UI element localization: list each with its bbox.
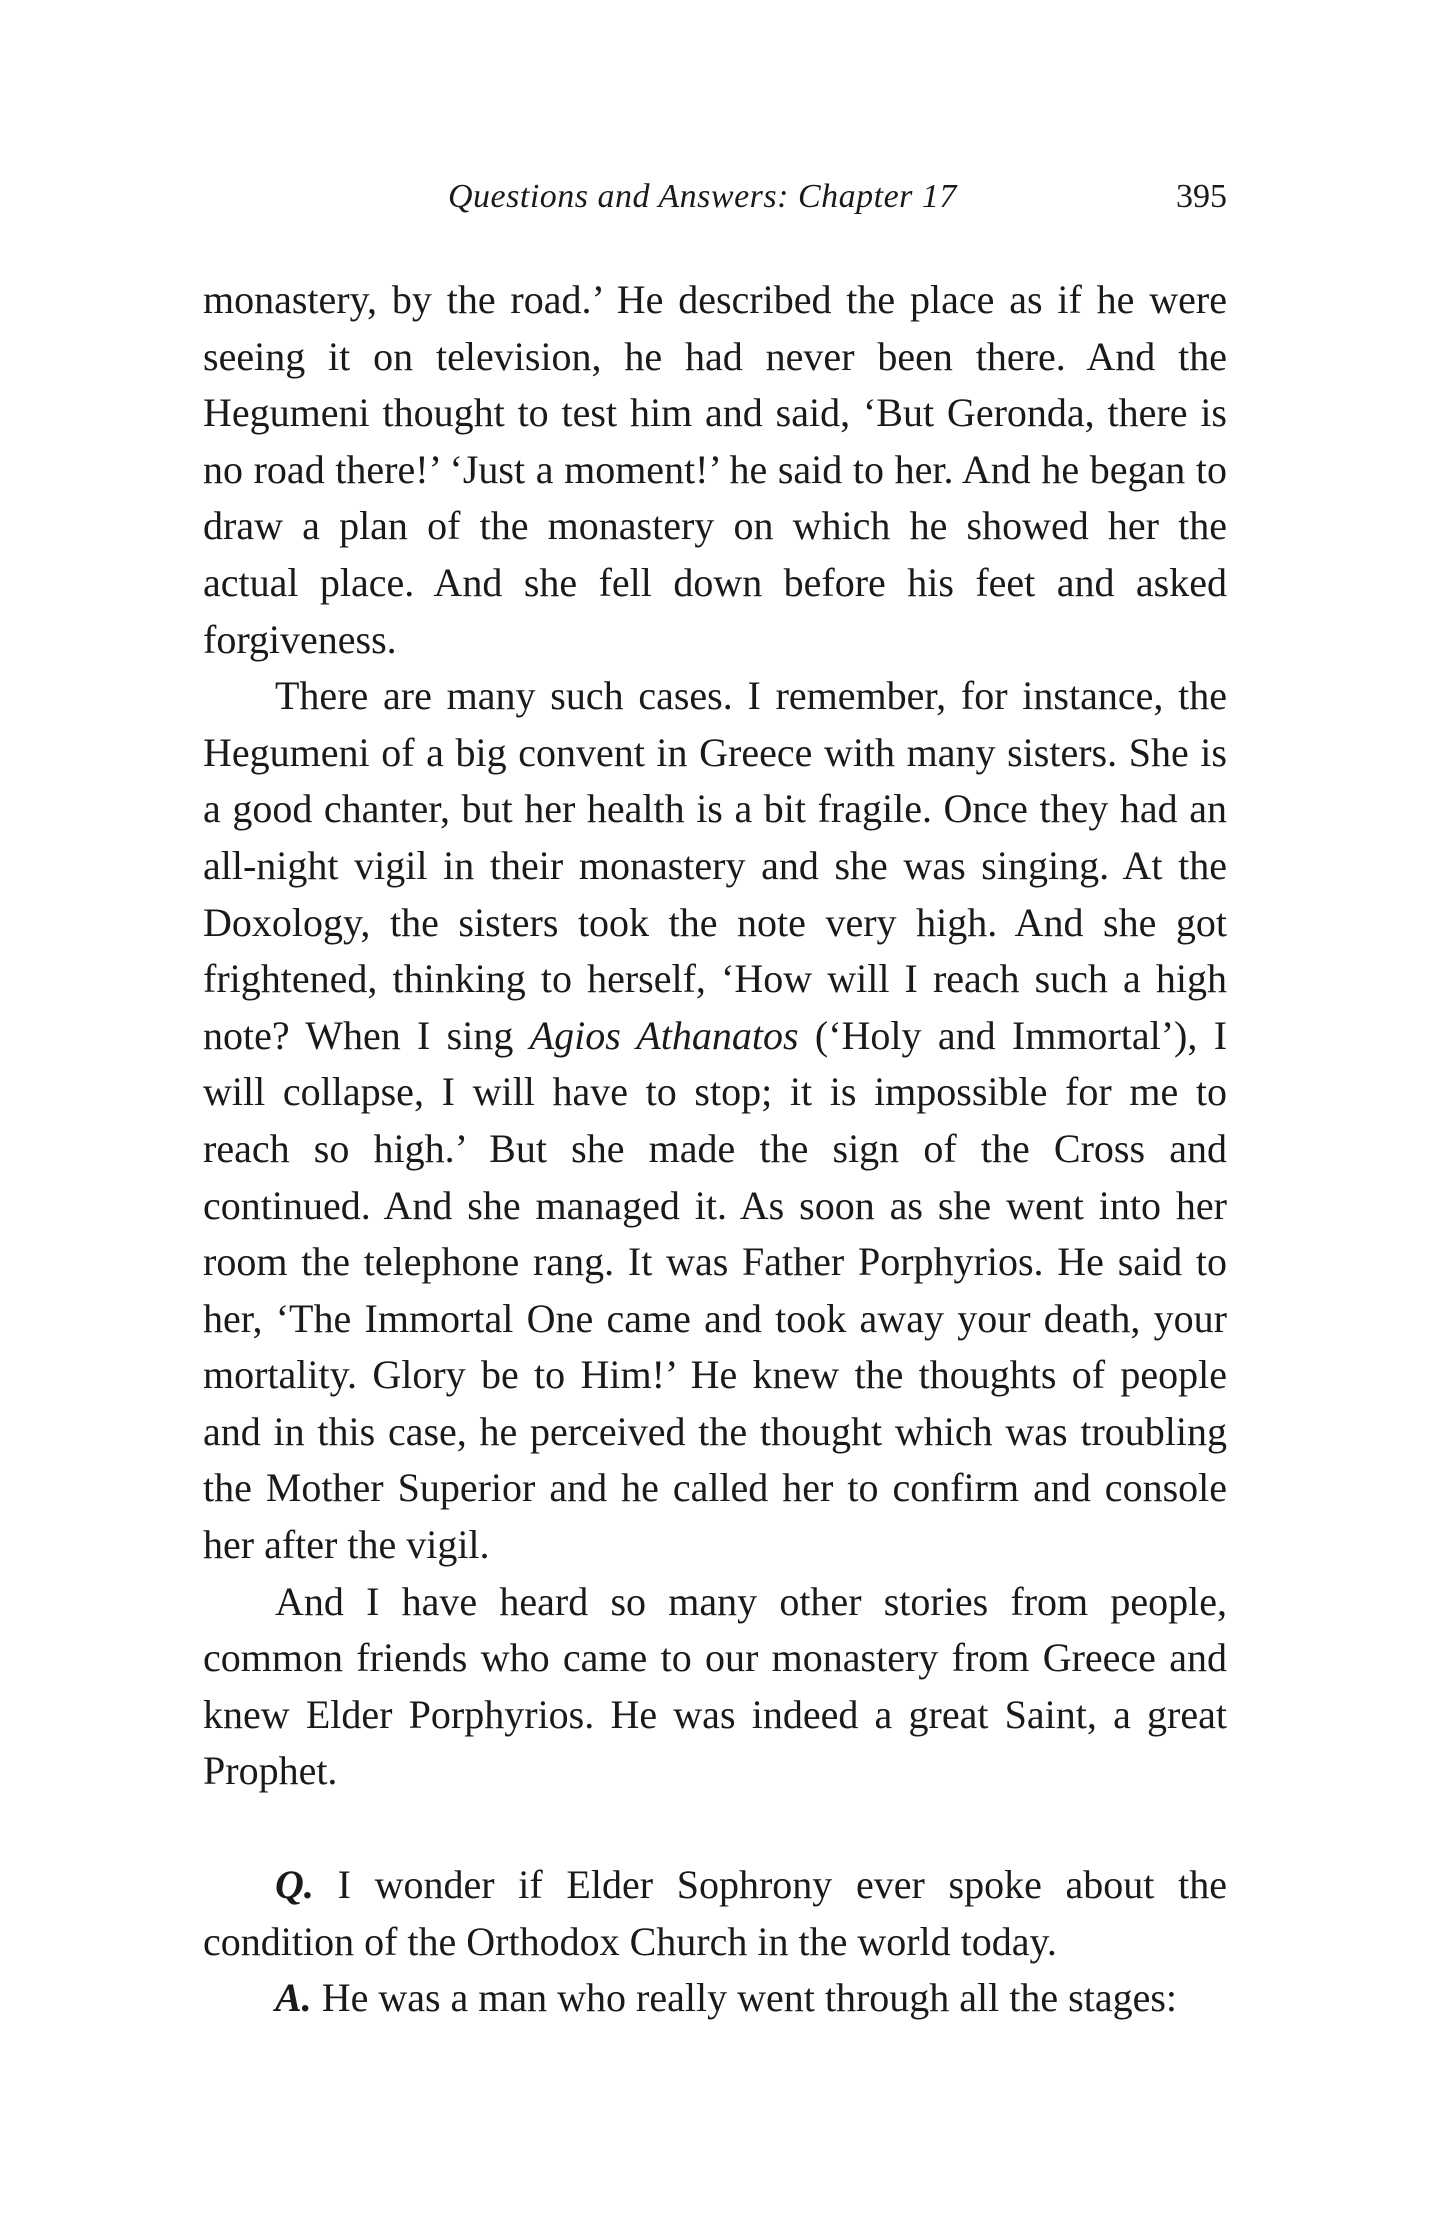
italic-phrase: Agios Athanatos (529, 1012, 799, 1058)
body-text (203, 272, 1227, 2027)
answer-paragraph (203, 1970, 1227, 2027)
running-title: Questions and Answers: Chapter 17 (448, 178, 957, 215)
paragraph-text-part: (‘Holy and Immortal’), I will collapse, I will have to stop; it is impossible for me to reach so high.’ But she made the sign of the Cross and continued. And she managed it. As soon as she went into her room the telephone rang. It was Father Porphyrios. He said to her, ‘The Immortal One came and took away your death, your mortality. Glory be to Him!’ He knew the thoughts of people and in this case, he perceived the thought which was troubling the Mother Superior and he called her to confirm and console her after the vigil. (203, 1012, 1228, 1568)
question-paragraph (203, 1857, 1227, 1970)
running-header (203, 178, 1227, 226)
paragraph-other-stories: And I have heard so many other stories from people, common friends who came to our monastery from Greece and knew Elder Porphyrios. He was indeed a great Saint, a great Prophet. (203, 1578, 1227, 1794)
paragraph-text-part: There are many such cases. I remember, for instance, the Hegumeni of a big convent in Greece with many sisters. She is a good chanter, but her health is a bit fragile. Once they had an all-night vigil in their monastery and she was singing. At the Doxology, the sisters took the note very high. And she got frightened, thinking to herself, ‘How will I reach such a high note? When I sing (203, 673, 1227, 1058)
page-number: 395 (1176, 178, 1227, 215)
question-label: Q. (275, 1862, 314, 1908)
paragraph-hegumeni-story (203, 668, 1227, 1574)
paragraph-continued: monastery, by the road.’ He described the place as if he were seeing it on television, he had never been there. And the Hegumeni thought to test him and said, ‘But Geronda, there is no road there!’ ‘Just a moment!’ he said to her. And he began to draw a plan of the monastery on which he showed her the actual place. And she fell down before his feet and asked forgiveness. (203, 277, 1227, 662)
question-text: I wonder if Elder Sophrony ever spoke about the condition of the Orthodox Church in the world today. (203, 1862, 1227, 1964)
answer-label: A. (275, 1975, 312, 2021)
answer-text: He was a man who really went through all the stages: (311, 1975, 1177, 2021)
